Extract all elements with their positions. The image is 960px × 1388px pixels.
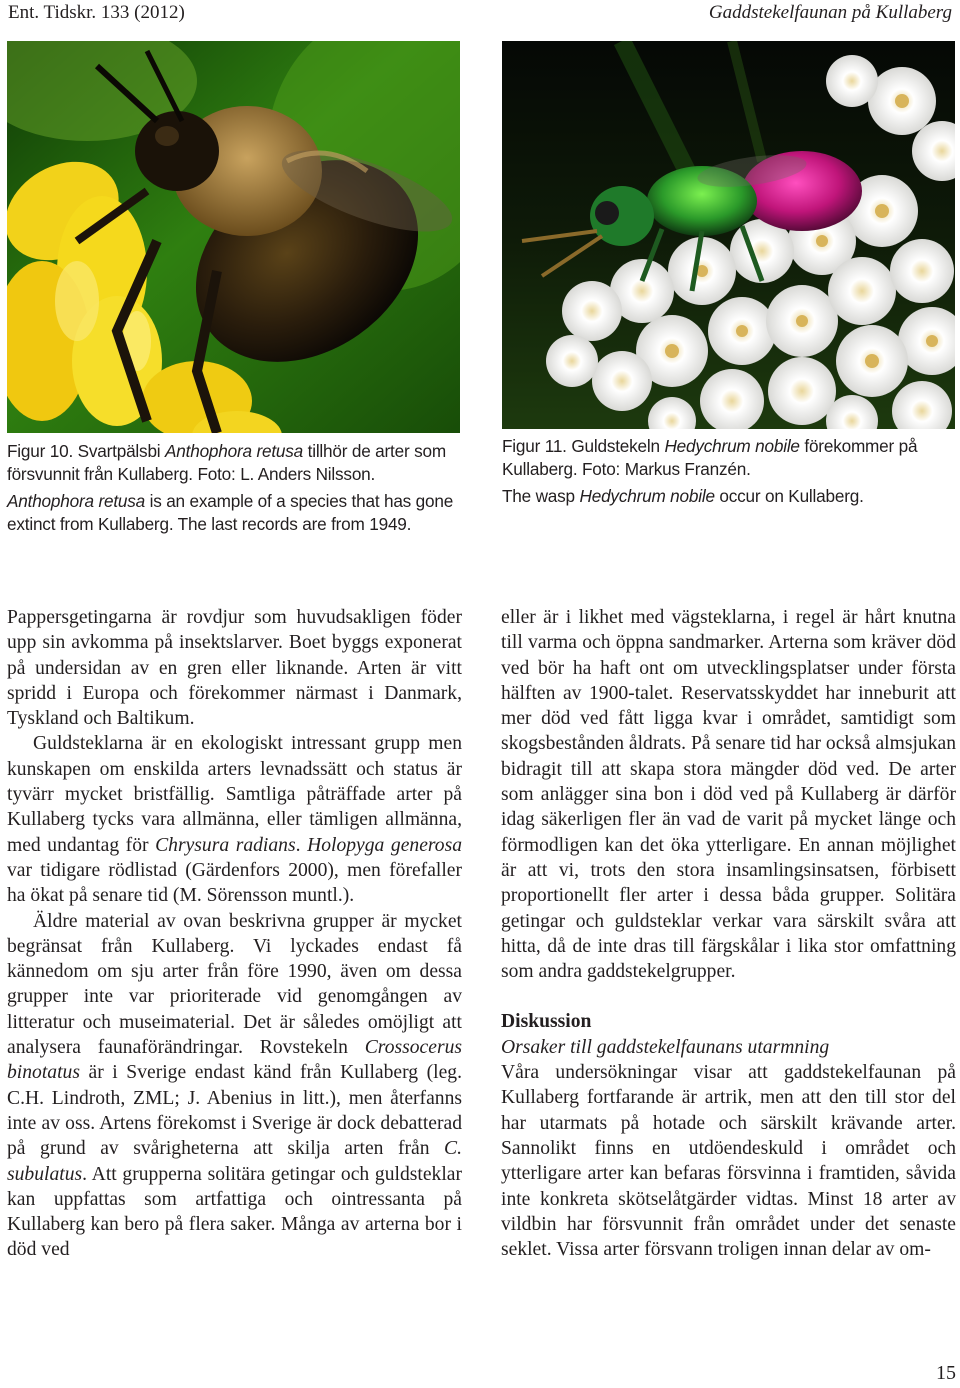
caption-text: Figur 11. Guldstekeln bbox=[502, 436, 665, 456]
paragraph: eller är i likhet med vägsteklarna, i regel är hårt knutna till varma och öppna sandmarker. Arterna som kräver död ved bör ha haft ont om utvecklingsplatser under första hälften av 1900-talet. Reservatsskyddet har inneburit att mer död ved fått ligga kvar i området, samtidigt som skogsbestånden åldrats. På senare tid har också almsjukan bidragit till att skapa stora mängder död ved. De arter som anlägger sina bon i död ved på Kullaberg är därför idag säkerligen fler än vad de varit på mycket länge och förmodligen kan det öka ytterligare. En annan möjlighet är att vi, trots den stora insamlingsinsatsen, förbisett proportionellt fler arter i dessa båda grupper. Solitära getingar och guldsteklar verkar vara särskilt svåra att hitta, då de inte dras till färgskålar i lika stor omfattning som andra gaddstekelgrupper. bbox=[501, 607, 956, 983]
species-name: Anthophora retusa bbox=[7, 491, 146, 511]
page-number: 15 bbox=[936, 1362, 956, 1384]
paragraph: Pappersgetingarna är rovdjur som huvudsakligen föder upp sin avkomma på insektslarver. Boet byggs exponerat på undersidan av en gren eller liknande. Arten är vitt spridd i Europa och förekommer närmast i Danmark, Tyskland och Baltikum. bbox=[7, 607, 462, 730]
paragraph bbox=[7, 731, 462, 908]
figure-10-bee-photo bbox=[7, 41, 460, 433]
right-text-column bbox=[501, 605, 956, 1262]
caption-text: The wasp bbox=[502, 486, 580, 506]
species-name: Holopyga generosa bbox=[307, 834, 463, 856]
paragraph bbox=[7, 909, 462, 1263]
left-text-column bbox=[7, 605, 462, 1263]
text-run: Äldre material av ovan beskrivna grupper är mycket begränsat från Kullaberg. Vi lyckades endast få kännedom om sju arter från före 1990, även om dessa grupper inte var prioriterade vid genomgången av litteratur och museimaterial. Det är således omöjligt att analysera faunaförändringar. Rovstekeln bbox=[7, 910, 462, 1059]
caption-text: tillhör de arter som försvunnit från Kullaberg. Foto: L. Anders Nilsson. bbox=[7, 441, 446, 484]
caption-text: Figur 10. Svartpälsbi bbox=[7, 441, 166, 461]
figure-11-caption-swedish bbox=[502, 435, 958, 481]
species-name: C. subulatus bbox=[7, 1138, 462, 1185]
caption-text: occur on Kullaberg. bbox=[714, 486, 864, 506]
text-run: var tidigare rödlistad (Gärdenfors 2000), men förefaller ha ökat på senare tid (M. Sörensson muntl.). bbox=[7, 859, 462, 907]
figure-11-wasp-photo bbox=[502, 41, 955, 429]
text-run: Guldsteklarna är en ekologiskt intressant grupp men kunskapen om enskilda arters levnadssätt och status är tyvärr mycket bristfällig. Samtliga påträffade arter på Kullaberg tycks vara allmänna, eller tämligen allmänna, med undantag för bbox=[7, 733, 462, 856]
figure-11-caption-english bbox=[502, 485, 958, 508]
figure-10-caption-swedish bbox=[7, 440, 463, 486]
species-name: Hedychrum nobile bbox=[579, 486, 715, 506]
section-heading: Diskussion bbox=[501, 1011, 592, 1033]
species-name: Crossocerus binotatus bbox=[7, 1037, 462, 1084]
figure-10-caption-english bbox=[7, 490, 463, 536]
species-name: Anthophora retusa bbox=[165, 441, 304, 461]
text-run: . Att grupperna solitära getingar och guldsteklar kan uppfattas som artfattiga och ointressanta på Kullaberg kan bero på flera saker. Många av arterna bor i död ved bbox=[7, 1163, 462, 1261]
journal-citation: Ent. Tidskr. 133 (2012) bbox=[8, 2, 185, 23]
text-run: är i Sverige endast känd från Kullaberg (leg. C.H. Lindroth, ZML; J. Abenius in litt.), men återfanns inte av oss. Artens förekomst i Sverige är dock debatterad på grund av svårigheterna att skilja arten från bbox=[7, 1062, 462, 1160]
section-subheading: Orsaker till gaddstekelfaunans utarmning bbox=[501, 1036, 830, 1058]
figure-10-caption bbox=[7, 440, 463, 536]
running-title: Gaddstekelfaunan på Kullaberg bbox=[708, 2, 952, 23]
species-name: Hedychrum nobile bbox=[664, 436, 800, 456]
caption-text: förekommer på Kullaberg. Foto: Markus Franzén. bbox=[502, 436, 918, 479]
text-run: . bbox=[295, 834, 308, 856]
paragraph: Våra undersökningar visar att gaddstekelfaunan på Kullaberg fortfarande är artrik, men att den till stor del har utarmats på hotade och särskilt krävande arter. Sannolikt finns en utdöendeskuld i området och ytterligare arter kan befaras försvinna i framtiden, såvida inte konkreta skötselåtgärder vidtas. Minst 18 arter av vildbin har försvunnit från området under det senaste seklet. Vissa arter försvann troligen innan delar av om- bbox=[501, 1062, 956, 1261]
figure-11-caption bbox=[502, 435, 958, 508]
caption-text: is an example of a species that has gone extinct from Kullaberg. The last records are from 1949. bbox=[7, 491, 454, 534]
species-name: Chrysura radians bbox=[155, 834, 296, 856]
